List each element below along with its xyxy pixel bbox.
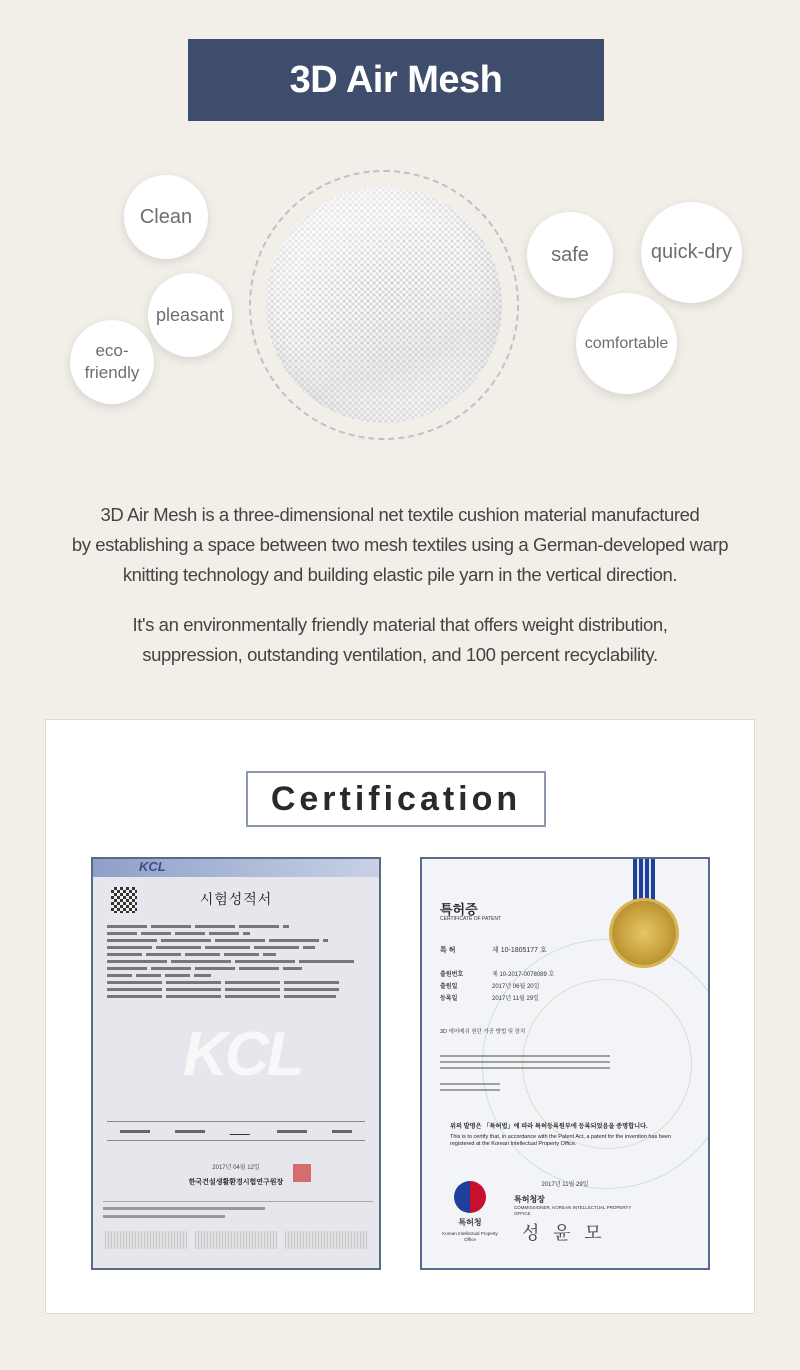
patent-issue-date: 2017년 11월 29일	[541, 1182, 589, 1188]
registration-date-row	[440, 993, 539, 1002]
statement-ko: 위의 발명은 「특허법」에 따라 특허등록원부에 등록되었음을 증명합니다.	[450, 1123, 648, 1130]
feature-label: quick-dry	[650, 241, 733, 263]
feature-label: Clean	[139, 205, 193, 228]
filing-date: 2017년 06월 20일	[492, 984, 540, 990]
patentee-text	[440, 1055, 610, 1069]
patent-certificate-document	[420, 857, 710, 1270]
commissioner-title-en: COMMISSIONER, KOREAN INTELLECTUAL PROPERTY OFFICE	[514, 1205, 632, 1216]
kcl-logo: KCL	[139, 859, 166, 874]
feature-bubble-clean	[124, 175, 208, 259]
feature-label: friendly	[84, 363, 140, 382]
application-number: 제 10-2017-0078089 호	[492, 972, 555, 978]
field-label: 출원일	[440, 984, 458, 990]
feature-label: comfortable	[584, 334, 669, 352]
certification-title: Certification	[270, 779, 522, 818]
kcl-watermark: KCL	[183, 1020, 302, 1089]
security-pattern	[285, 1231, 367, 1249]
gold-seal-icon	[612, 901, 676, 965]
patent-number-row	[440, 945, 547, 955]
feature-label: pleasant	[155, 304, 225, 325]
feature-bubble-quick-dry	[641, 202, 742, 303]
feature-label: eco-	[95, 341, 129, 360]
office-name-ko: 특허청	[458, 1218, 482, 1227]
field-label: 출원번호	[440, 972, 464, 978]
feature-bubble-pleasant	[148, 273, 232, 357]
filing-date-row	[440, 981, 539, 990]
signature-row	[107, 1121, 365, 1141]
description-line: 3D Air Mesh is a three-dimensional net textile cushion material manufactured	[100, 504, 700, 525]
certification-title-box	[246, 771, 546, 827]
mesh-highlight	[266, 187, 502, 423]
kcl-organization: 한국건설생활환경시험연구원장	[188, 1179, 284, 1186]
security-pattern	[105, 1231, 187, 1249]
inventor-text	[440, 1083, 500, 1091]
invention-title: 3D 에어메쉬 원단 가공 방법 및 장치	[440, 1029, 526, 1035]
description-line: suppression, outstanding ventilation, and 100 percent recyclability.	[142, 644, 658, 665]
kcl-issue-date: 2017년 04월 12일	[212, 1165, 260, 1171]
certification-statement	[450, 1123, 690, 1148]
document-header-band	[93, 859, 379, 877]
feature-label: safe	[551, 243, 589, 266]
statement-en: This is to certify that, in accordance with the Patent Act, a patent for the invention has been registered at the Korean Intellectual Property Office.	[450, 1134, 672, 1147]
application-number-row	[440, 969, 554, 978]
title-banner	[188, 39, 604, 121]
commissioner-title-ko: 특허청장	[514, 1195, 545, 1204]
registration-date: 2017년 11월 29일	[492, 996, 539, 1002]
description-paragraph-1	[40, 500, 760, 590]
kcl-footer	[103, 1201, 373, 1227]
kcl-document-heading: 시험성적서	[199, 891, 273, 907]
kcl-body-text	[107, 921, 367, 1002]
description-line: It's an environmentally friendly material that offers weight distribution,	[132, 614, 668, 635]
commissioner-signature: 성 윤 모	[522, 1223, 606, 1244]
feature-bubble-safe	[527, 212, 613, 298]
mesh-feature-graphic	[0, 160, 800, 450]
patent-number: 제 10-1805177 호	[492, 947, 547, 954]
red-seal-stamp	[293, 1164, 311, 1182]
patent-subtitle: CERTIFICATE OF PATENT	[440, 916, 502, 922]
page-title: 3D Air Mesh	[289, 58, 503, 101]
patent-title: 특허증	[440, 902, 478, 917]
office-name-en: Korean Intellectual Property Office	[442, 1231, 498, 1242]
feature-bubble-comfortable	[576, 293, 677, 394]
korea-emblem-icon	[454, 1181, 486, 1213]
description-paragraph-2	[40, 610, 760, 670]
security-pattern	[195, 1231, 277, 1249]
field-label: 등록일	[440, 996, 458, 1002]
feature-bubble-eco-friendly	[70, 320, 154, 404]
description-line: knitting technology and building elastic pile yarn in the vertical direction.	[122, 564, 678, 585]
field-label: 특 허	[440, 947, 456, 954]
description-line: by establishing a space between two mesh textiles using a German-developed warp	[71, 534, 729, 555]
kcl-test-report-document	[91, 857, 381, 1270]
